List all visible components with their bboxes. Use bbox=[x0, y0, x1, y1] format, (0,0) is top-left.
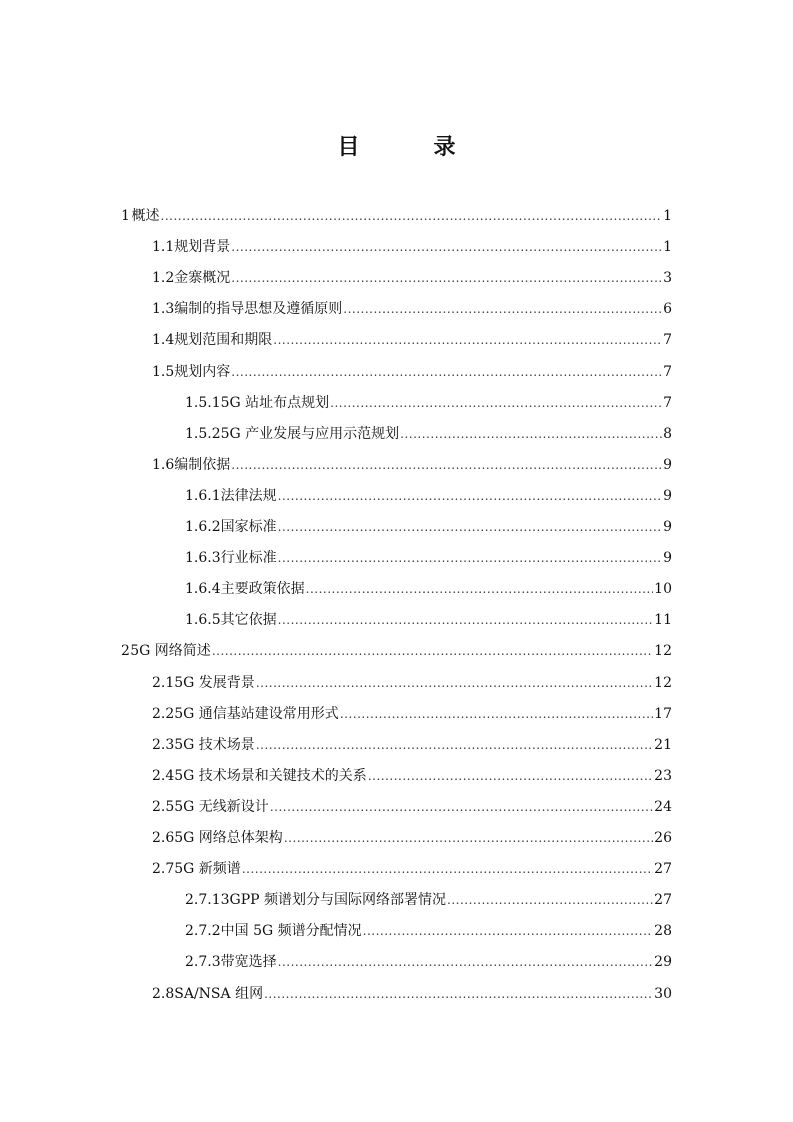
toc-leader-dots bbox=[231, 268, 662, 288]
toc-leader-dots bbox=[278, 952, 654, 972]
toc-leader-dots bbox=[368, 766, 653, 786]
toc-entry-1-4[interactable] bbox=[152, 330, 672, 350]
toc-entry-1-2[interactable] bbox=[152, 268, 672, 288]
toc-entry-number: 1.6.1 bbox=[185, 487, 221, 504]
toc-leader-dots bbox=[264, 984, 653, 1004]
toc-entry-number: 2.1 bbox=[152, 674, 175, 691]
toc-entry-1-3[interactable] bbox=[152, 299, 672, 319]
toc-entry-label: 其它依据 bbox=[220, 612, 277, 629]
toc-leader-dots bbox=[306, 579, 654, 599]
toc-entry-page-number: 27 bbox=[654, 861, 672, 878]
toc-entry-1-6-4[interactable] bbox=[185, 579, 672, 599]
toc-entry-2-7-1[interactable] bbox=[185, 890, 672, 910]
toc-entry-2-1[interactable] bbox=[152, 673, 672, 693]
toc-entry-number: 2.8 bbox=[152, 985, 175, 1002]
toc-entry-page-number: 7 bbox=[663, 363, 672, 380]
toc-entry-label: 法律法规 bbox=[220, 487, 277, 504]
toc-entry-label: 主要政策依据 bbox=[220, 581, 305, 598]
toc-entry-page-number: 1 bbox=[663, 239, 672, 256]
toc-entry-number: 1.6.2 bbox=[185, 519, 221, 535]
toc-entry-number: 2.4 bbox=[152, 767, 175, 784]
toc-entry-number: 2.2 bbox=[152, 705, 175, 722]
toc-entry-label: 5G 无线新设计 bbox=[174, 798, 269, 815]
toc-entry-page-number: 21 bbox=[654, 736, 672, 753]
toc-entry-1-5-2[interactable] bbox=[185, 424, 672, 444]
toc-entry-number: 1.6.5 bbox=[185, 612, 221, 629]
toc-leader-dots bbox=[231, 362, 662, 382]
toc-entry-number: 2.3 bbox=[152, 736, 175, 753]
toc-entry-label: 3GPP 频谱划分与国际网络部署情况 bbox=[220, 892, 447, 909]
toc-entry-number: 2.7 bbox=[152, 861, 175, 878]
toc-entry-2-7-2[interactable] bbox=[185, 921, 672, 941]
toc-entry-2[interactable] bbox=[121, 641, 672, 661]
toc-entry-label: 国家标准 bbox=[220, 519, 277, 535]
toc-leader-dots bbox=[231, 237, 662, 257]
toc-entry-2-6[interactable] bbox=[152, 828, 672, 848]
toc-entry-number: 2.6 bbox=[152, 830, 175, 846]
toc-entry-label: 5G 新频谱 bbox=[174, 861, 241, 878]
toc-leader-dots bbox=[330, 393, 662, 413]
toc-entry-label: 带宽选择 bbox=[220, 954, 277, 971]
toc-entry-page-number: 30 bbox=[654, 985, 672, 1002]
toc-entry-number: 1.6.4 bbox=[185, 581, 221, 598]
toc-leader-dots bbox=[400, 424, 662, 444]
toc-leader-dots bbox=[242, 859, 653, 879]
toc-entry-label: 5G 技术场景和关键技术的关系 bbox=[174, 767, 367, 784]
toc-entry-number: 1.3 bbox=[152, 301, 175, 318]
toc-entry-label: SA/NSA 组网 bbox=[174, 985, 264, 1002]
page-title: 目 录 bbox=[337, 134, 482, 160]
toc-leader-dots bbox=[340, 704, 653, 724]
toc-entry-page-number: 26 bbox=[654, 830, 672, 846]
toc-entry-label: 5G 产业发展与应用示范规划 bbox=[220, 425, 400, 442]
toc-entry-number: 1.1 bbox=[152, 239, 175, 256]
toc-leader-dots bbox=[447, 890, 653, 910]
toc-entry-label: 5G 网络总体架构 bbox=[174, 830, 283, 846]
toc-entry-page-number: 9 bbox=[663, 550, 672, 567]
toc-entry-1-6[interactable] bbox=[152, 455, 672, 475]
toc-entry-label: 5G 通信基站建设常用形式 bbox=[174, 705, 339, 722]
toc-entry-label: 概述 bbox=[131, 208, 160, 224]
toc-entry-2-7[interactable] bbox=[152, 859, 672, 879]
toc-entry-page-number: 7 bbox=[663, 332, 672, 349]
toc-entry-label: 规划内容 bbox=[174, 363, 231, 380]
toc-entry-label: 中国 5G 频谱分配情况 bbox=[220, 923, 362, 940]
toc-leader-dots bbox=[278, 486, 662, 506]
toc-entry-page-number: 3 bbox=[663, 270, 672, 287]
toc-entry-label: 规划背景 bbox=[174, 239, 231, 256]
toc-entry-1-6-2[interactable] bbox=[185, 517, 672, 537]
toc-entry-1-6-3[interactable] bbox=[185, 548, 672, 568]
toc-entry-number: 1.5 bbox=[152, 363, 175, 380]
toc-entry-2-8[interactable] bbox=[152, 984, 672, 1004]
toc-leader-dots bbox=[343, 299, 662, 319]
toc-entry-page-number: 23 bbox=[654, 767, 672, 784]
toc-leader-dots bbox=[284, 828, 653, 848]
toc-entry-label: 5G 站址布点规划 bbox=[220, 394, 330, 411]
toc-entry-label: 5G 网络简述 bbox=[130, 643, 211, 660]
toc-entry-2-5[interactable] bbox=[152, 797, 672, 817]
toc-entry-number: 2.7.3 bbox=[185, 954, 221, 971]
toc-entry-number: 1.5.2 bbox=[185, 425, 221, 442]
toc-entry-1-6-5[interactable] bbox=[185, 610, 672, 630]
toc-entry-label: 5G 技术场景 bbox=[174, 736, 255, 753]
toc-leader-dots bbox=[256, 673, 653, 693]
toc-entry-page-number: 9 bbox=[663, 519, 672, 535]
toc-entry-page-number: 12 bbox=[654, 674, 672, 691]
toc-entry-number: 1.4 bbox=[152, 332, 175, 349]
toc-entry-page-number: 12 bbox=[654, 643, 672, 660]
toc-entry-2-2[interactable] bbox=[152, 704, 672, 724]
toc-entry-number: 2.7.2 bbox=[185, 923, 221, 940]
toc-entry-1[interactable] bbox=[121, 206, 672, 226]
toc-entry-number: 2 bbox=[121, 643, 130, 660]
toc-leader-dots bbox=[256, 735, 653, 755]
toc-entry-page-number: 17 bbox=[654, 705, 672, 722]
toc-leader-dots bbox=[161, 206, 663, 226]
toc-entry-page-number: 6 bbox=[663, 301, 672, 318]
toc-leader-dots bbox=[278, 548, 662, 568]
toc-entry-label: 5G 发展背景 bbox=[174, 674, 255, 691]
toc-entry-number: 2.7.1 bbox=[185, 892, 221, 909]
toc-entry-1-5[interactable] bbox=[152, 362, 672, 382]
toc-entry-number: 2.5 bbox=[152, 798, 175, 815]
toc-entry-label: 行业标准 bbox=[220, 550, 277, 567]
toc-entry-number: 1 bbox=[121, 208, 130, 224]
toc-entry-2-3[interactable] bbox=[152, 735, 672, 755]
toc-leader-dots bbox=[278, 610, 654, 630]
toc-entry-number: 1.6 bbox=[152, 456, 175, 473]
toc-entry-label: 规划范围和期限 bbox=[174, 332, 273, 349]
toc-entry-page-number: 7 bbox=[663, 394, 672, 411]
toc-entry-2-4[interactable] bbox=[152, 766, 672, 786]
toc-entry-page-number: 24 bbox=[654, 798, 672, 815]
toc-entry-page-number: 27 bbox=[654, 892, 672, 909]
toc-leader-dots bbox=[278, 517, 662, 537]
toc-entry-number: 1.2 bbox=[152, 270, 175, 287]
toc-entry-label: 金寨概况 bbox=[174, 270, 231, 287]
toc-entry-page-number: 29 bbox=[654, 954, 672, 971]
toc-entry-2-7-3[interactable] bbox=[185, 952, 672, 972]
toc-entry-page-number: 10 bbox=[654, 581, 672, 598]
toc-entry-label: 编制依据 bbox=[174, 456, 231, 473]
toc-leader-dots bbox=[212, 641, 653, 661]
toc-entry-1-1[interactable] bbox=[152, 237, 672, 257]
toc-leader-dots bbox=[270, 797, 653, 817]
toc-entry-page-number: 9 bbox=[663, 456, 672, 473]
toc-leader-dots bbox=[231, 455, 662, 475]
toc-entry-page-number: 1 bbox=[663, 208, 672, 224]
toc-entry-page-number: 8 bbox=[663, 425, 672, 442]
toc-entry-number: 1.6.3 bbox=[185, 550, 221, 567]
toc-entry-number: 1.5.1 bbox=[185, 394, 221, 411]
toc-entry-page-number: 11 bbox=[654, 612, 672, 629]
toc-leader-dots bbox=[273, 330, 662, 350]
toc-leader-dots bbox=[363, 921, 654, 941]
toc-entry-label: 编制的指导思想及遵循原则 bbox=[174, 301, 343, 318]
toc-entry-1-5-1[interactable] bbox=[185, 393, 672, 413]
toc-entry-page-number: 28 bbox=[654, 923, 672, 940]
toc-entry-1-6-1[interactable] bbox=[185, 486, 672, 506]
toc-entry-page-number: 9 bbox=[663, 487, 672, 504]
